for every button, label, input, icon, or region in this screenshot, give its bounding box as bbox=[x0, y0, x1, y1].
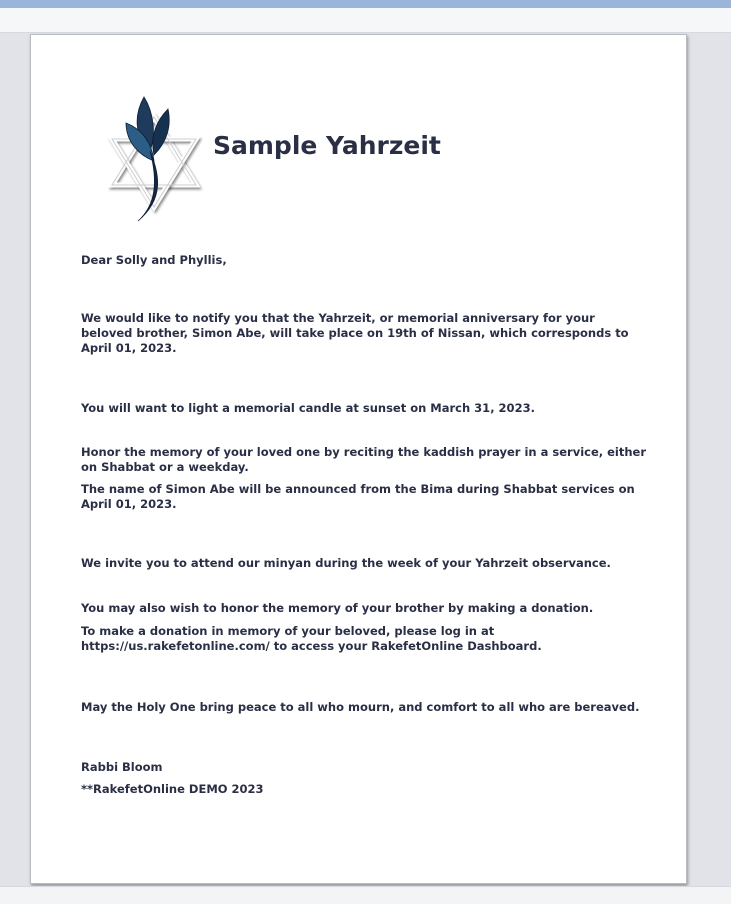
kaddish-line-1: Honor the memory of your loved one by reciting the kaddish prayer in a service, either bbox=[81, 445, 647, 459]
closing-blessing: May the Holy One bring peace to all who mourn, and comfort to all who are bereaved. bbox=[81, 700, 640, 714]
kaddish-line-2: on Shabbat or a weekday. bbox=[81, 460, 249, 474]
bima-line-1: The name of Simon Abe will be announced from the Bima during Shabbat services on bbox=[81, 482, 635, 496]
donation-suggestion: You may also wish to honor the memory of your brother by making a donation. bbox=[81, 601, 594, 615]
notice-line-1: We would like to notify you that the Yahrzeit, or memorial anniversary for your bbox=[81, 311, 595, 325]
minyan-invitation: We invite you to attend our minyan during the week of your Yahrzeit observance. bbox=[81, 556, 611, 570]
bima-line-2: April 01, 2023. bbox=[81, 497, 177, 511]
signature: Rabbi Bloom bbox=[81, 760, 163, 774]
window-title-bar bbox=[0, 0, 731, 8]
star-of-david-flame-icon bbox=[104, 95, 204, 225]
document-page bbox=[30, 34, 687, 884]
viewer-toolbar bbox=[0, 8, 731, 33]
viewer-status-bar bbox=[0, 886, 731, 904]
candle-instruction: You will want to light a memorial candle at sunset on March 31, 2023. bbox=[81, 401, 535, 415]
page-title: Sample Yahrzeit bbox=[213, 131, 441, 160]
donation-link-line[interactable]: https://us.rakefetonline.com/ to access your RakefetOnline Dashboard. bbox=[81, 639, 542, 653]
footer-note: **RakefetOnline DEMO 2023 bbox=[81, 782, 264, 796]
salutation: Dear Solly and Phyllis, bbox=[81, 253, 227, 267]
donation-line-1: To make a donation in memory of your beloved, please log in at bbox=[81, 624, 495, 638]
notice-line-2: beloved brother, Simon Abe, will take place on 19th of Nissan, which corresponds to bbox=[81, 326, 629, 340]
notice-line-3: April 01, 2023. bbox=[81, 341, 177, 355]
